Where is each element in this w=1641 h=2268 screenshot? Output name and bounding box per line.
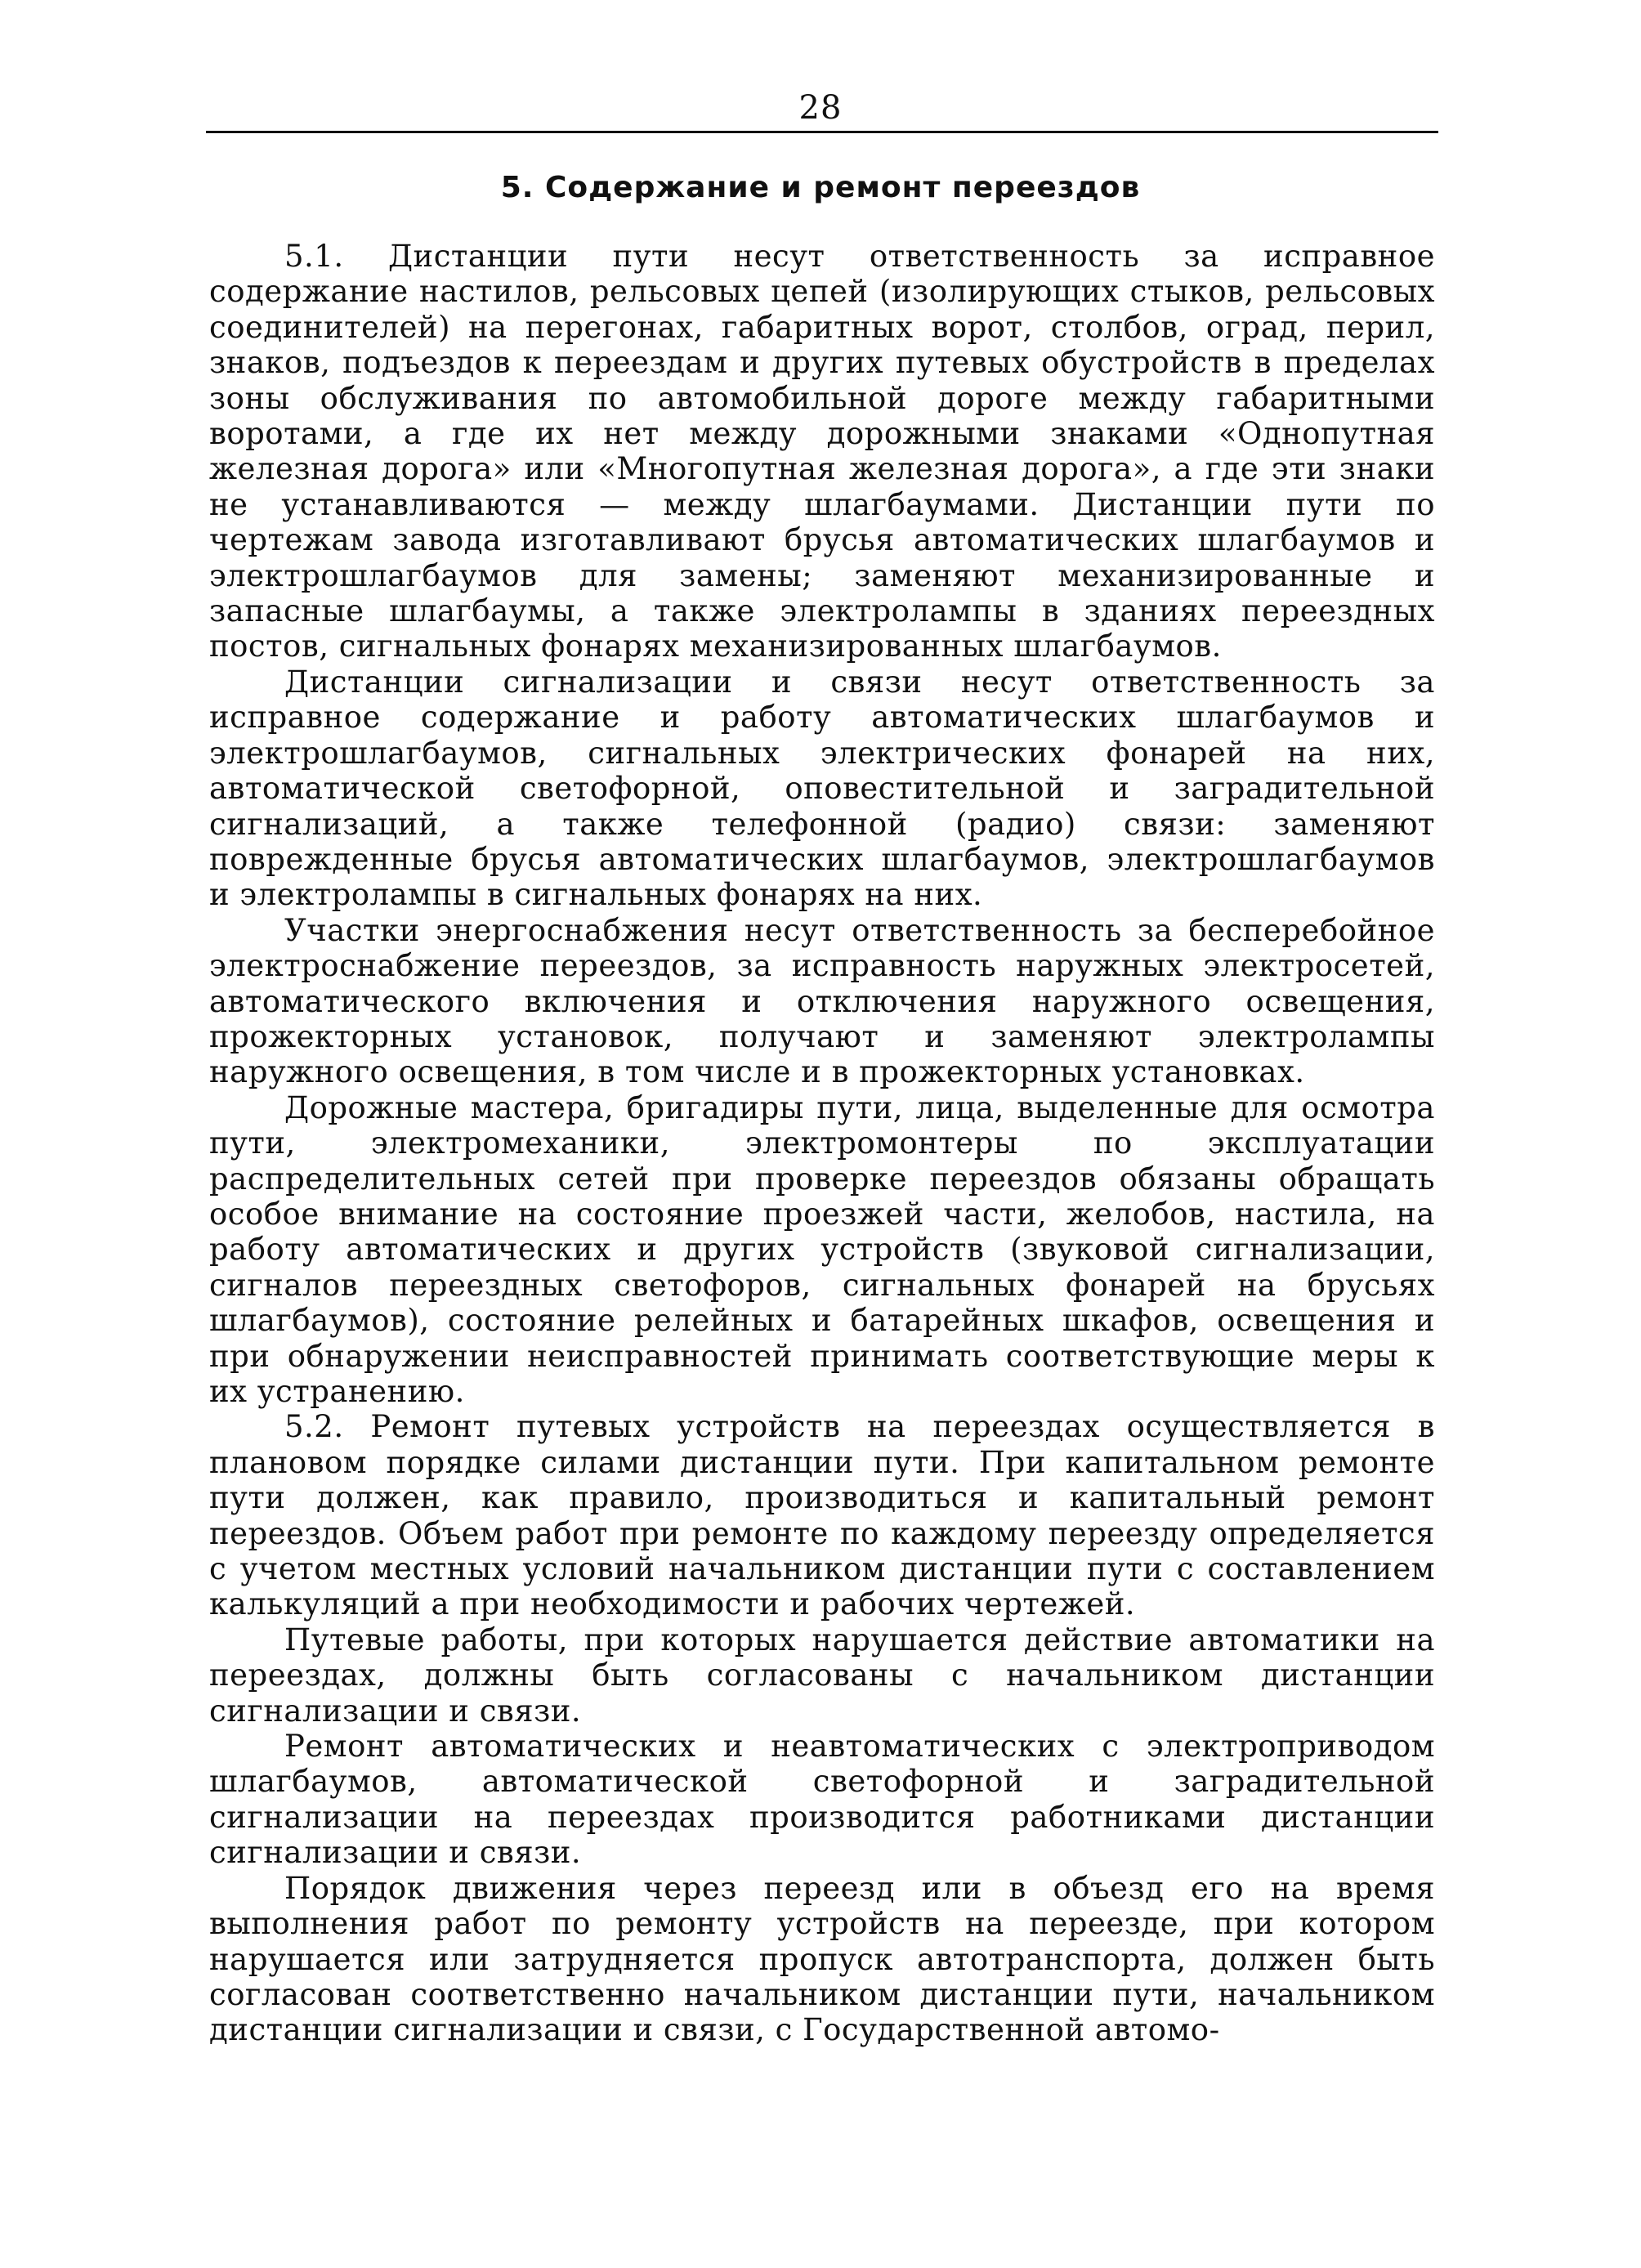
paragraph-5-1: 5.1. Дистанции пути несут ответственность за исправное содержание настилов, рельсовых цепей (изолирующих стыков, рельсовых соединителей) на перегонах, габаритных ворот, столбов, оград, перил, знаков, подъездов к переездам и других путевых обустройств в пределах зоны обслуживания по автомобильной дороге между габаритными воротами, а где их нет между дорожными знаками «Однопутная железная дорога» или «Многопутная железная дорога», а где эти знаки не устанавливаются — между шлагбаумами. Дистанции пути по чертежам завода изготавливают брусья автоматических шлагбаумов и электрошлагбаумов для замены; заменяют механизированные и запасные шлагбаумы, а также электролампы в зданиях переездных постов, сигнальных фонарях механизированных шлагбаумов. [209,239,1435,664]
paragraph-inspection: Дорожные мастера, бригадиры пути, лица, выделенные для осмотра пути, электромеханики, электромонтеры по эксплуатации распределительных сетей при проверке переездов обязаны обращать особое внимание на состояние проезжей части, желобов, настила, на работу автоматических и других устройств (звуковой сигнализации, сигналов переездных светофоров, сигнальных фонарей на брусьях шлагбаумов), состояние релейных и батарейных шкафов, освещения и при обнаружении неисправностей принимать соответствующие меры к их устранению. [209,1089,1435,1409]
paragraph-traffic-order: Порядок движения через переезд или в объезд его на время выполнения работ по ремонту устройств на переезде, при котором нарушается или затрудняется пропуск автотранспорта, должен быть согласован соответственно начальником дистанции пути, начальником дистанции сигнализации и связи, с Государственной автомо- [209,1870,1435,2048]
paragraph-track-works: Путевые работы, при которых нарушается действие автоматики на переездах, должны быть согласованы с начальником дистанции сигнализации и связи. [209,1622,1435,1729]
section-title: 5. Содержание и ремонт переездов [500,171,1141,204]
paragraph-repair: Ремонт автоматических и неавтоматических с электроприводом шлагбаумов, автоматической светофорной и заградительной сигнализации на переездах производится работниками дистанции сигнализации и связи. [209,1729,1435,1871]
paragraph-signaling: Дистанции сигнализации и связи несут ответственность за исправное содержание и работу автоматических шлагбаумов и электрошлагбаумов, сигнальных электрических фонарей на них, автоматической светофорной, оповестительной и заградительной сигнализаций, а также телефонной (радио) связи: заменяют поврежденные брусья автоматических шлагбаумов, электрошлагбаумов и электролампы в сигнальных фонарях на них. [209,664,1435,913]
header-rule [206,131,1438,133]
page-number: 28 [798,89,843,127]
body-text [209,239,1435,2048]
paragraph-energy: Участки энергоснабжения несут ответственность за бесперебойное электроснабжение переездов, за исправность наружных электросетей, автоматического включения и отключения наружного освещения, прожекторных установок, получают и заменяют электролампы наружного освещения, в том числе и в прожекторных установках. [209,912,1435,1090]
paragraph-5-2: 5.2. Ремонт путевых устройств на переездах осуществляется в плановом порядке силами дистанции пути. При капитальном ремонте пути должен, как правило, производиться и капитальный ремонт переездов. Объем работ при ремонте по каждому переезду определяется с учетом местных условий начальником дистанции пути с составлением калькуляций а при необходимости и рабочих чертежей. [209,1409,1435,1622]
